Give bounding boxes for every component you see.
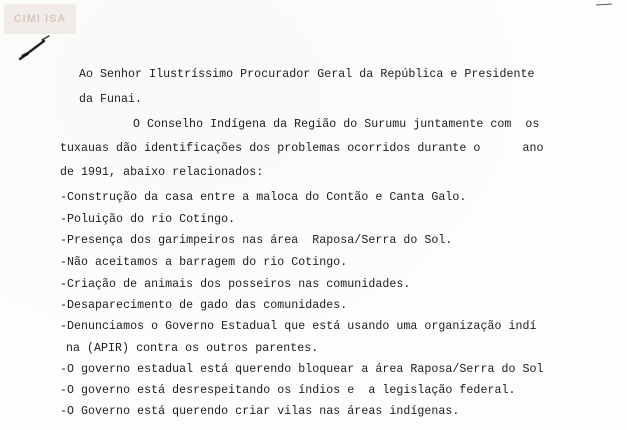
salutation-line-2: da Funai. (79, 93, 143, 106)
intro-line-2: tuxauas dão identificações dos problemas ocorridos durante o ano (60, 142, 544, 155)
list-item-continuation: na (APIR) contra os outros parentes. (66, 342, 319, 355)
archive-stamp (4, 4, 76, 34)
list-item: -Desaparecimento de gado das comunidades. (60, 299, 348, 312)
salutation-line-1: Ao Senhor Ilustríssimo Procurador Geral da República e Presidente (79, 68, 535, 81)
list-item: -Criação de animais dos posseiros nas comunidades. (60, 278, 411, 291)
intro-line-3: de 1991, abaixo relacionados: (60, 166, 264, 179)
stamp-text: CIMI ISA (13, 12, 67, 25)
list-item: -O Governo está querendo criar vilas nas áreas indígenas. (60, 405, 460, 418)
list-item: -Construção da casa entre a maloca do Contão e Canta Galo. (60, 191, 467, 204)
list-item: -Não aceitamos a barragem do rio Cotingo. (60, 256, 348, 269)
list-item: -Denunciamos o Governo Estadual que está usando uma organização indí (60, 320, 537, 333)
scan-mark-icon (595, 2, 613, 8)
list-item: -Presença dos garimpeiros nas área Raposa/Serra do Sol. (60, 234, 453, 247)
list-item: -Poluição do rio Cotingo. (60, 213, 236, 226)
list-item: -O governo estadual está querendo bloquear a área Raposa/Serra do Sol (60, 363, 544, 376)
intro-line-1: O Conselho Indígena da Região do Surumu juntamente com os (133, 118, 540, 131)
list-item: -O governo está desrespeitando os índios e a legislação federal. (60, 384, 516, 397)
pen-mark-icon (18, 32, 52, 62)
